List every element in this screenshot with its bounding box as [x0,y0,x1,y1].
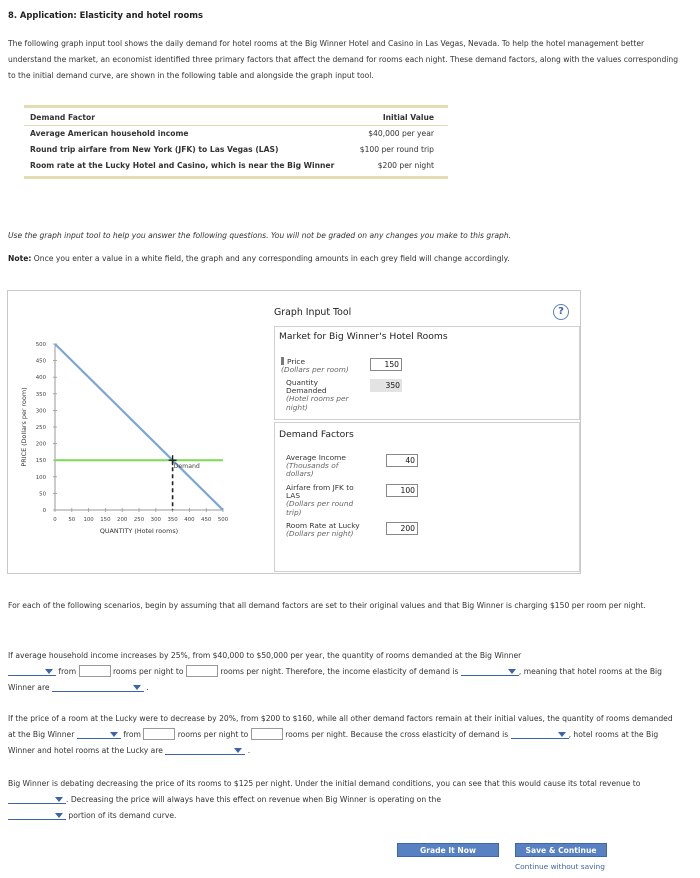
intro-text: The following graph input tool shows the daily demand for hotel rooms at the Big Winner Hotel and Casino in Las Vegas, Nevada. To help the hotel management better understand the market, an economist identified three primary factors that affect the demand for rooms each night. These demand factors, along with the values corresponding to the initial demand curve, are shown in the following table and alongside the graph input tool. [8,39,679,80]
table-row [24,142,448,158]
q2-from-text: from [123,730,141,739]
income-label: Average Income [286,453,346,462]
table-bottom-rule [24,175,448,179]
q1-text-3: , meaning that hotel rooms at the Big Winner are [8,667,662,692]
table-header [24,110,448,126]
q2-from-input[interactable] [143,728,175,740]
income-unit: (Thousands of [286,461,339,471]
table-row [24,158,448,174]
quantity-label-group [286,379,349,412]
x-tick-label: 400 [184,517,195,523]
x-tick-label: 250 [133,517,145,523]
table-row [24,126,448,142]
price-unit: (Dollars per room) [281,365,349,375]
income-input[interactable] [386,454,418,467]
revenue-dropdown[interactable] [8,793,66,804]
grade-it-now-button[interactable]: Grade It Now [397,843,499,857]
col-initial-value: Initial Value [382,113,434,122]
good-type-dropdown[interactable] [52,681,144,692]
note-label: Note: [8,254,32,263]
quantity-unit: (Hotel rooms per [286,394,349,404]
demand-curve-label: Demand [173,463,200,471]
q1-text-2: rooms per night. Therefore, the income elasticity of demand is [220,667,459,676]
q3-text-3: portion of its demand curve. [68,811,177,820]
y-tick-label: 150 [35,458,46,465]
x-tick-label: 450 [201,517,212,523]
income-direction-dropdown[interactable] [8,665,56,676]
price-legend-icon [281,357,284,365]
q1-to-input[interactable] [186,665,218,677]
continue-without-saving-link[interactable]: Continue without saving [515,862,605,871]
graph-tool-title: Graph Input Tool [274,307,352,318]
y-tick-label: 50 [39,491,46,498]
airfare-unit-2: trip) [286,507,302,517]
x-tick-label: 350 [167,517,178,523]
factor-name: Room rate at the Lucky Hotel and Casino, which is near the Big Winner [30,161,335,170]
market-title: Market for Big Winner's Hotel Rooms [279,331,448,342]
y-tick-label: 450 [35,358,46,365]
curve-portion-dropdown[interactable] [8,809,66,820]
cross-elasticity-dropdown[interactable] [511,728,569,739]
page-title: 8. Application: Elasticity and hotel rooms [8,10,203,20]
q2-text-2: rooms per night. Because the cross elasticity of demand is [285,730,509,739]
price-label: Price [287,357,306,366]
y-tick-label: 400 [35,375,46,382]
price-label-group [281,357,349,374]
q1-from-text: from [58,667,77,676]
demand-factors-section [274,422,580,572]
x-tick-label: 100 [83,517,94,523]
airfare-label-group [286,484,354,517]
lucky-label: Room Rate at Lucky [286,521,360,530]
factor-value: $100 per round trip [359,145,434,154]
x-tick-label: 0 [53,517,57,523]
demand-curve [55,344,223,510]
lucky-input[interactable] [386,522,418,535]
airfare-input[interactable] [386,484,418,497]
factor-value: $40,000 per year [368,129,434,138]
demand-chart[interactable] [14,334,264,544]
airfare-unit: (Dollars per round [286,499,354,509]
income-label-group [286,454,346,479]
q2-text-3: , hotel rooms at the Big Winner and hotel rooms at the Lucky are [8,730,659,755]
question-cross-price: If the price of a room at the Lucky were to decrease by 20%, from $200 to $160, while all other demand factors remain at their initial values, the quantity of rooms demanded at the Big Winner from rooms per night to rooms per night. Because the cross elasticity of demand is , hotel rooms at the Big Winner and hotel rooms at the Lucky are . [8,714,673,755]
scenario-intro: For each of the following scenarios, begin by assuming that all demand factors are set to their original values and that Big Winner is charging $150 per room per night. [8,601,646,610]
lucky-label-group [286,522,360,538]
q1-text: If average household income increases by 25%, from $40,000 to $50,000 per year, the quantity of rooms demanded at the Big Winner [8,651,522,660]
demand-factors-table [24,105,448,179]
save-continue-button[interactable]: Save & Continue [515,843,607,857]
q3-text-2: . Decreasing the price will always have this effect on revenue when Big Winner is operating on the [66,795,442,804]
note-text [8,254,510,264]
q2-to-input[interactable] [251,728,283,740]
question-revenue [8,776,680,824]
q1-from-input[interactable] [79,665,111,677]
note-body: Once you enter a value in a white field, the graph and any corresponding amounts in each grey field will change accordingly. [31,254,510,263]
quantity-label: Quantity [286,378,318,387]
quantity-readout: 350 [370,379,402,392]
q3-text: Big Winner is debating decreasing the price of its rooms to $125 per night. Under the initial demand conditions, you can see that this would cause its total revenue to [8,779,641,788]
demand-factors-title: Demand Factors [279,429,354,440]
y-axis-label: PRICE (Dollars per room) [20,387,28,467]
cross-direction-dropdown[interactable] [77,728,121,739]
factor-name: Average American household income [30,129,189,138]
x-tick-label: 500 [217,517,229,523]
price-input[interactable] [370,358,402,371]
q1-to-text: rooms per night to [112,667,184,676]
q2-to-text: rooms per night to [177,730,249,739]
quantity-unit-2: night) [286,402,308,412]
market-section [274,326,580,420]
x-tick-label: 300 [150,517,161,523]
x-tick-label: 200 [117,517,128,523]
q2-text: If the price of a room at the Lucky were to decrease by 20%, from $200 to $160, while all other demand factors remain at their initial values, the quantity of rooms demanded at the Big Winner [8,714,673,739]
lucky-unit: (Dollars per night) [286,529,354,539]
x-axis-label: QUANTITY (Hotel rooms) [99,527,179,535]
y-tick-label: 0 [42,508,46,514]
x-tick-label: 50 [68,517,76,523]
y-tick-label: 500 [35,342,46,348]
y-tick-label: 250 [35,425,46,431]
use-info-text: Use the graph input tool to help you answer the following questions. You will not be graded on any changes you make to this graph. [8,231,512,240]
income-unit-2: dollars) [286,469,314,479]
y-tick-label: 300 [35,408,46,415]
factor-value: $200 per night [377,161,434,170]
y-tick-label: 200 [35,441,46,448]
y-tick-label: 100 [35,474,46,481]
airfare-label-2: LAS [286,491,301,501]
x-tick-label: 150 [100,517,111,523]
factor-name: Round trip airfare from New York (JFK) to Las Vegas (LAS) [30,145,279,154]
relationship-dropdown[interactable] [165,744,245,755]
y-tick-label: 350 [35,391,46,398]
help-icon[interactable]: ? [553,304,569,320]
income-elasticity-dropdown[interactable] [461,665,519,676]
question-income: If average household income increases by 25%, from $40,000 to $50,000 per year, the quantity of rooms demanded at the Big Winner from rooms per night to rooms per night. Therefore, the income elasticity of demand is , meaning that hotel rooms at the Big Winner are . [8,651,662,692]
quantity-label-2: Demanded [286,386,327,396]
col-demand-factor: Demand Factor [30,113,95,122]
airfare-label: Airfare from JFK to [286,483,354,492]
